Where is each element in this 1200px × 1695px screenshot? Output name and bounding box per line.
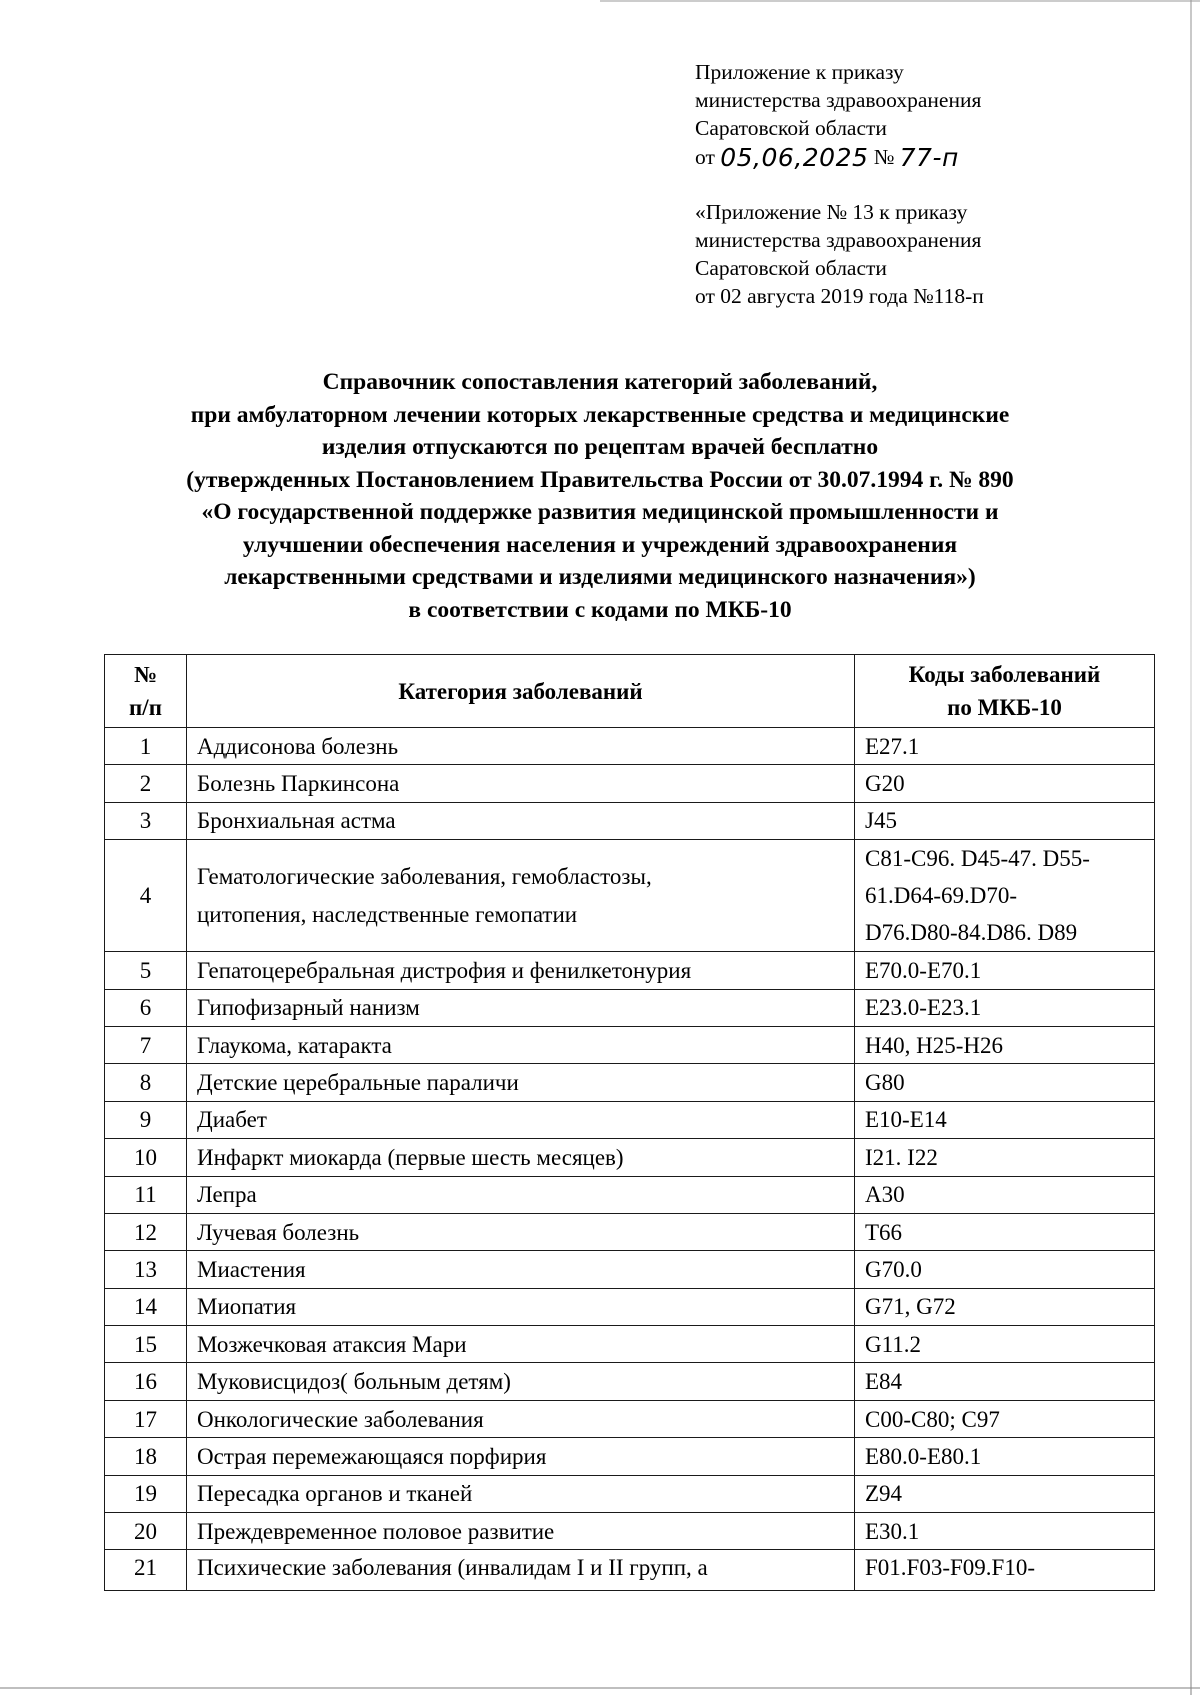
row-number: 4 xyxy=(105,840,187,952)
row-category: Бронхиальная астма xyxy=(187,802,855,839)
row-category: Детские церебральные параличи xyxy=(187,1064,855,1101)
table-row xyxy=(105,1251,1155,1288)
disease-codes-table xyxy=(104,654,1155,1591)
scan-edge-top xyxy=(600,0,1200,2)
row-category: Психические заболевания (инвалидам I и II групп, а xyxy=(187,1550,855,1591)
table-row xyxy=(105,1139,1155,1176)
row-code: Е27.1 xyxy=(855,728,1155,765)
row-number: 18 xyxy=(105,1438,187,1475)
row-number: 17 xyxy=(105,1400,187,1437)
row-category: Острая перемежающаяся порфирия xyxy=(187,1438,855,1475)
row-number: 16 xyxy=(105,1363,187,1400)
row-number: 8 xyxy=(105,1064,187,1101)
table-row xyxy=(105,1550,1155,1591)
row-category: Болезнь Паркинсона xyxy=(187,765,855,802)
title-line-4: (утвержденных Постановлением Правительства России от 30.07.1994 г. № 890 xyxy=(186,466,1014,493)
row-number: 15 xyxy=(105,1326,187,1363)
row-code: F01.F03-F09.F10- xyxy=(855,1550,1155,1591)
row-code: G20 xyxy=(855,765,1155,802)
row-code: G11.2 xyxy=(855,1326,1155,1363)
row-code: G80 xyxy=(855,1064,1155,1101)
title-line-1: Справочник сопоставления категорий заболеваний, xyxy=(322,369,878,395)
row-number: 14 xyxy=(105,1288,187,1325)
row-code: G70.0 xyxy=(855,1251,1155,1288)
row-number: 2 xyxy=(105,765,187,802)
row-number: 9 xyxy=(105,1101,187,1138)
handwritten-date: 05,06,2025 xyxy=(720,143,869,172)
scan-edge-right xyxy=(1190,0,1192,1695)
row-category: Мозжечковая атаксия Мари xyxy=(187,1326,855,1363)
table-row xyxy=(105,765,1155,802)
row-number: 5 xyxy=(105,952,187,989)
row-category: Диабет xyxy=(187,1101,855,1138)
row-number: 6 xyxy=(105,989,187,1026)
title-line-2: при амбулаторном лечении которых лекарственные средства и медицинские xyxy=(190,401,1010,428)
row-number: 21 xyxy=(105,1550,187,1591)
table-row xyxy=(105,1326,1155,1363)
table-row xyxy=(105,989,1155,1026)
title-line-3: изделия отпускаются по рецептам врачей бесплатно xyxy=(321,434,879,460)
table-row xyxy=(105,1026,1155,1063)
row-category: Лепра xyxy=(187,1176,855,1213)
appendix-date-line xyxy=(695,142,981,171)
row-code: G71, G72 xyxy=(855,1288,1155,1325)
appendix13-line-1: «Приложение № 13 к приказу xyxy=(695,200,968,224)
row-code: С81-С96. D45-47. D55- 61.D64-69.D70- D76.D80-84.D86. D89 xyxy=(855,840,1155,952)
table-row xyxy=(105,1288,1155,1325)
table-row xyxy=(105,952,1155,989)
table-row xyxy=(105,1438,1155,1475)
row-category: Гематологические заболевания, гемобластозы, цитопения, наследственные гемопатии xyxy=(187,840,855,952)
order-appendix-header xyxy=(695,58,981,171)
title-line-6: улучшении обеспечения населения и учреждений здравоохранения xyxy=(242,531,958,558)
row-code: C00-C80; C97 xyxy=(855,1400,1155,1437)
row-number: 10 xyxy=(105,1139,187,1176)
row-code: E30.1 xyxy=(855,1513,1155,1550)
header-codes: Коды заболеваний по МКБ-10 xyxy=(855,655,1155,728)
handwritten-number: 77-п xyxy=(899,143,959,172)
row-code: I21. I22 xyxy=(855,1139,1155,1176)
table-row xyxy=(105,1213,1155,1250)
row-code: T66 xyxy=(855,1213,1155,1250)
appendix13-line-3: Саратовской области xyxy=(695,256,887,280)
row-code: E10-E14 xyxy=(855,1101,1155,1138)
row-number: 12 xyxy=(105,1213,187,1250)
row-category: Миопатия xyxy=(187,1288,855,1325)
document-title xyxy=(60,366,1140,626)
row-category: Гипофизарный нанизм xyxy=(187,989,855,1026)
scan-edge-bottom xyxy=(0,1687,1200,1689)
row-category: Онкологические заболевания xyxy=(187,1400,855,1437)
table-header-row xyxy=(105,655,1155,728)
row-code: Z94 xyxy=(855,1475,1155,1512)
row-code: A30 xyxy=(855,1176,1155,1213)
row-number: 20 xyxy=(105,1513,187,1550)
row-category: Пересадка органов и тканей xyxy=(187,1475,855,1512)
row-category: Глаукома, катаракта xyxy=(187,1026,855,1063)
row-number: 3 xyxy=(105,802,187,839)
table-row xyxy=(105,840,1155,952)
row-category: Гепатоцеребральная дистрофия и фенилкетонурия xyxy=(187,952,855,989)
title-line-5: «О государственной поддержке развития медицинской промышленности и xyxy=(201,499,999,525)
appendix13-line-4: от 02 августа 2019 года №118-п xyxy=(695,284,984,308)
row-number: 13 xyxy=(105,1251,187,1288)
table-row xyxy=(105,1363,1155,1400)
number-prefix: № xyxy=(873,145,895,169)
row-number: 1 xyxy=(105,728,187,765)
date-prefix: от xyxy=(695,145,715,169)
appendix-line-2: министерства здравоохранения xyxy=(695,88,982,112)
row-category: Преждевременное половое развитие xyxy=(187,1513,855,1550)
row-category: Инфаркт миокарда (первые шесть месяцев) xyxy=(187,1139,855,1176)
appendix-13-header xyxy=(695,198,984,310)
table-row xyxy=(105,1400,1155,1437)
row-code: E23.0-E23.1 xyxy=(855,989,1155,1026)
table-row xyxy=(105,802,1155,839)
row-code: J45 xyxy=(855,802,1155,839)
appendix13-line-2: министерства здравоохранения xyxy=(695,228,982,252)
table-row xyxy=(105,1176,1155,1213)
row-number: 11 xyxy=(105,1176,187,1213)
title-line-8: в соответствии с кодами по МКБ-10 xyxy=(408,596,792,623)
row-number: 7 xyxy=(105,1026,187,1063)
title-line-7: лекарственными средствами и изделиями медицинского назначения») xyxy=(224,564,976,590)
table-row xyxy=(105,728,1155,765)
row-number: 19 xyxy=(105,1475,187,1512)
table-row xyxy=(105,1475,1155,1512)
table-row xyxy=(105,1513,1155,1550)
row-category: Лучевая болезнь xyxy=(187,1213,855,1250)
row-code: H40, H25-H26 xyxy=(855,1026,1155,1063)
row-category: Муковисцидоз( больным детям) xyxy=(187,1363,855,1400)
row-code: E84 xyxy=(855,1363,1155,1400)
table-row xyxy=(105,1101,1155,1138)
header-number: № п/п xyxy=(105,655,187,728)
appendix-line-3: Саратовской области xyxy=(695,116,887,140)
table-row xyxy=(105,1064,1155,1101)
row-category: Миастения xyxy=(187,1251,855,1288)
header-category: Категория заболеваний xyxy=(187,655,855,728)
row-category: Аддисонова болезнь xyxy=(187,728,855,765)
row-code: E70.0-E70.1 xyxy=(855,952,1155,989)
row-code: E80.0-E80.1 xyxy=(855,1438,1155,1475)
appendix-line-1: Приложение к приказу xyxy=(695,60,904,84)
